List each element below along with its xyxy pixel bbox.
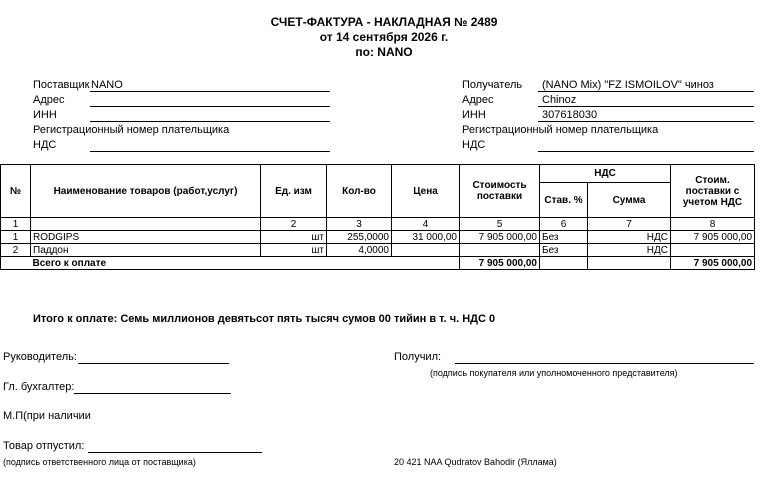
row-cost: 7 905 000,00: [460, 231, 540, 244]
header-total: Стоим. поставки с учетом НДС: [671, 165, 755, 218]
row-name: RODGIPS: [31, 231, 261, 244]
row-vat-sum: НДС: [588, 231, 671, 244]
row-num: 2: [1, 244, 31, 257]
recipient-address-line: [538, 106, 754, 107]
released-signature-line: [88, 452, 262, 453]
row-num: 1: [1, 231, 31, 244]
recipient-vat-label: НДС: [462, 139, 486, 151]
total-vat-sum-cell: [588, 257, 671, 270]
total-cost: 7 905 000,00: [460, 257, 540, 270]
supplier-vat-label: НДС: [33, 139, 57, 151]
document-title: СЧЕТ-ФАКТУРА - НАКЛАДНАЯ № 2489: [270, 15, 498, 29]
accountant-signature-line: [74, 393, 231, 394]
row-vat-sum: НДС: [588, 244, 671, 257]
supplier-name-line: [90, 91, 330, 92]
footer-right-text: 20 421 NAA Qudratov Bahodir (Яллама): [394, 457, 557, 467]
row-qty: 4,0000: [327, 244, 392, 257]
header-unit: Ед. изм: [261, 165, 327, 218]
recipient-name-line: [538, 91, 754, 92]
row-unit: шт: [261, 231, 327, 244]
row-total: 7 905 000,00: [671, 231, 755, 244]
recipient-inn: 307618030: [542, 109, 598, 121]
header-vat-rate: Став. %: [540, 183, 588, 218]
total-in-words: Итого к оплате: Семь миллионов девятьсот пять тысяч сумов 00 тийин в т. ч. НДС 0: [33, 313, 496, 325]
header-num: №: [1, 165, 31, 218]
total-label: Всего к оплате: [31, 257, 460, 270]
header-name: Наименование товаров (работ,услуг): [31, 165, 261, 218]
recipient-label: Получатель: [462, 79, 523, 91]
recipient-reg-label: Регистрационный номер плательщика: [462, 124, 659, 136]
header-vat-sum: Сумма: [588, 183, 671, 218]
recipient-address-label: Адрес: [462, 94, 494, 106]
recipient-inn-label: ИНН: [462, 109, 486, 121]
supplier-address-label: Адрес: [33, 94, 65, 106]
row-total: [671, 244, 755, 257]
colnum-1b: [31, 218, 261, 231]
header-qty: Кол-во: [327, 165, 392, 218]
header-price: Цена: [392, 165, 460, 218]
colnum-3: 3: [327, 218, 392, 231]
table-row: [1, 231, 755, 244]
received-label: Получил:: [394, 351, 442, 363]
total-row: [1, 257, 755, 270]
colnum-7: 7: [588, 218, 671, 231]
supplier-vat-line: [90, 151, 330, 152]
recipient-inn-line: [538, 121, 754, 122]
colnum-1: 1: [1, 218, 31, 231]
total-with-vat: 7 905 000,00: [671, 257, 755, 270]
header-vat-group: НДС: [540, 165, 671, 183]
supplier-reg-label: Регистрационный номер плательщика: [33, 124, 230, 136]
row-unit: шт: [261, 244, 327, 257]
column-numbers-row: [1, 218, 755, 231]
accountant-label: Гл. бухгалтер:: [3, 381, 75, 393]
supplier-inn-line: [90, 121, 330, 122]
row-vat-rate: Без: [540, 231, 588, 244]
row-vat-rate: Без: [540, 244, 588, 257]
recipient-address: Chinoz: [542, 94, 577, 106]
colnum-2: 2: [261, 218, 327, 231]
row-cost: [460, 244, 540, 257]
supplier-name: NANO: [91, 79, 123, 91]
director-label: Руководитель:: [3, 351, 77, 363]
colnum-8: 8: [671, 218, 755, 231]
colnum-6: 6: [540, 218, 588, 231]
row-name: Паддон: [31, 244, 261, 257]
total-vat-rate-cell: [540, 257, 588, 270]
colnum-5: 5: [460, 218, 540, 231]
supplier-inn-label: ИНН: [33, 109, 57, 121]
document-date: от 14 сентября 2026 г.: [319, 30, 449, 44]
received-note: (подпись покупателя или уполномоченного представителя): [430, 368, 678, 378]
released-note: (подпись ответственного лица от поставщика): [3, 457, 196, 467]
stamp-label: М.П(при наличии: [3, 410, 91, 422]
colnum-4: 4: [392, 218, 460, 231]
director-signature-line: [78, 363, 229, 364]
released-label: Товар отпустил:: [3, 440, 85, 452]
recipient-vat-line: [538, 151, 754, 152]
supplier-label: Поставщик: [33, 79, 90, 91]
table-row: [1, 244, 755, 257]
recipient-name: (NANO Mix) "FZ ISMOILOV" чиноз: [542, 79, 714, 91]
row-price: 31 000,00: [392, 231, 460, 244]
invoice-table: [0, 164, 755, 270]
supplier-address-line: [90, 106, 330, 107]
document-by: по: NANO: [355, 45, 413, 59]
row-price: [392, 244, 460, 257]
received-signature-line: [455, 363, 754, 364]
header-cost: Стоимость поставки: [460, 165, 540, 218]
row-qty: 255,0000: [327, 231, 392, 244]
total-empty-cell: [1, 257, 31, 270]
